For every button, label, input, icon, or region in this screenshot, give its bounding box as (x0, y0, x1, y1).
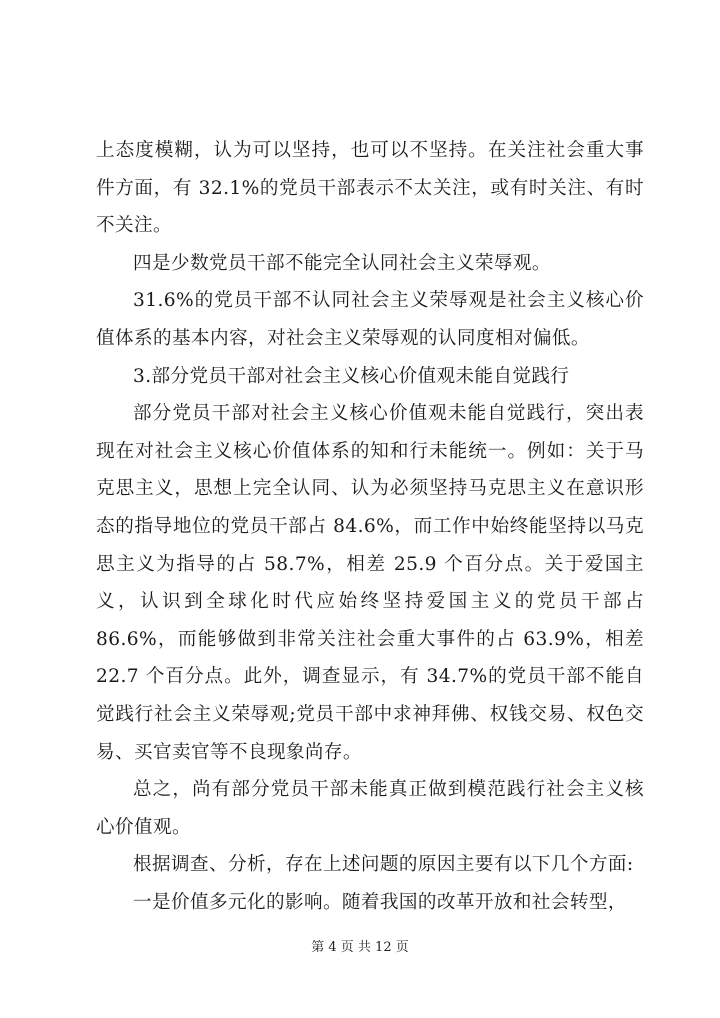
section-heading-3: 3.部分党员干部对社会主义核心价值观未能自觉践行 (133, 365, 570, 387)
page-number-footer: 第 4 页 共 12 页 (311, 940, 409, 955)
document-body (96, 132, 644, 921)
paragraph-practice-analysis: 部分党员干部对社会主义核心价值观未能自觉践行，突出表现在对社会主义核心价值体系的知和行未能统一。例如：关于马克思主义，思想上完全认同、认为必须坚持马克思主义在意识形态的指导地位的党员干部占 84.6%，而工作中始终能坚持以马克思主义为指导的占 58.7%，相差 25.9 个百分点。关于爱国主义，认识到全球化时代应始终坚持爱国主义的党员干部占 86.6%，而能够做到非常关注社会重大事件的占 63.9%，相差 22.7 个百分点。此外，调查显示，有 34.7%的党员干部不能自觉践行社会主义荣辱观;党员干部中求神拜佛、权钱交易、权色交易、买官卖官等不良现象尚存。 (96, 403, 644, 763)
paragraph-honor-statistic: 31.6%的党员干部不认同社会主义荣辱观是社会主义核心价值体系的基本内容，对社会主义荣辱观的认同度相对偏低。 (96, 290, 644, 349)
paragraph-continuation: 上态度模糊，认为可以坚持，也可以不坚持。在关注社会重大事件方面，有 32.1%的党员干部表示不太关注，或有时关注、有时不关注。 (96, 140, 644, 237)
paragraph-summary: 总之，尚有部分党员干部未能真正做到模范践行社会主义核心价值观。 (96, 779, 644, 838)
paragraph-cause-one: 一是价值多元化的影响。随着我国的改革开放和社会转型， (133, 891, 627, 913)
paragraph-causes-intro: 根据调查、分析，存在上述问题的原因主要有以下几个方面: (133, 854, 634, 876)
paragraph-point-four: 四是少数党员干部不能完全认同社会主义荣辱观。 (133, 252, 551, 274)
